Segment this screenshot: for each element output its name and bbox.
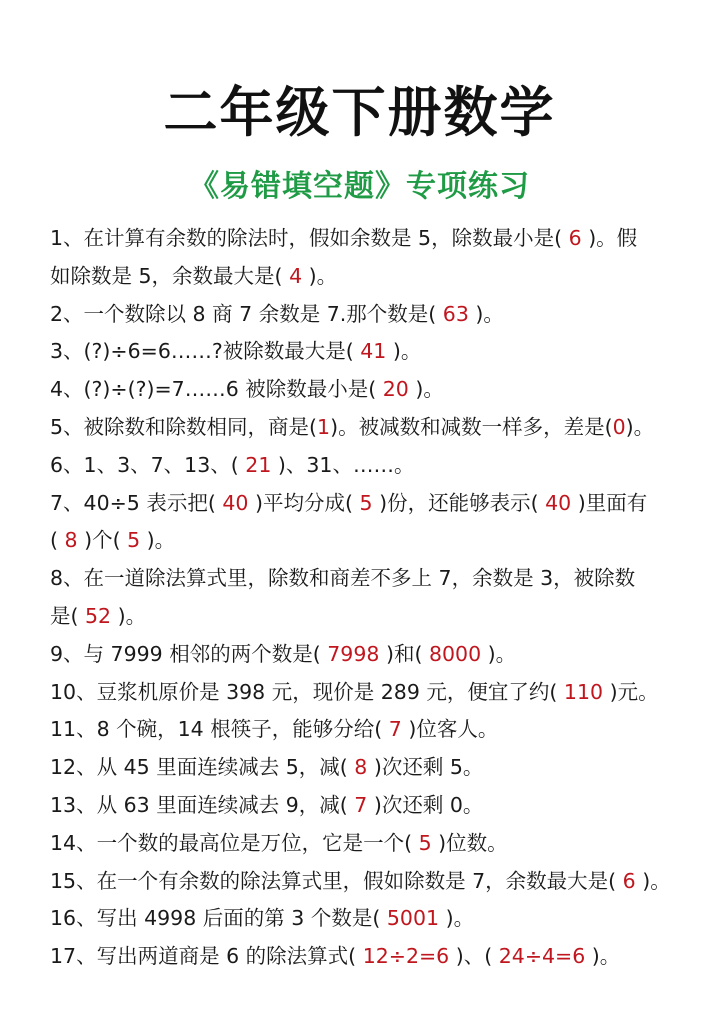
question-text: 9、与 7999 相邻的两个数是( [50, 641, 328, 666]
question-line [50, 825, 685, 863]
answer-text: 5 [359, 490, 373, 515]
question-text: 是( [50, 603, 86, 628]
answer-text: 7998 [327, 641, 380, 666]
question-text: 17、写出两道商是 6 的除法算式( [50, 944, 363, 969]
question-text: )位数。 [431, 830, 508, 855]
question-line [50, 296, 685, 334]
question-text: )位客人。 [401, 717, 499, 742]
question-text: 7、40÷5 表示把( [50, 490, 223, 515]
question-text: )平均分成( [248, 490, 360, 515]
answer-text: 12÷2=6 [362, 944, 450, 969]
question-text: 6、1、3、7、13、( [50, 452, 246, 477]
answer-text: 7 [354, 792, 368, 817]
answer-text: 6 [568, 226, 582, 250]
question-line [50, 220, 685, 258]
answer-text: 63 [442, 301, 469, 326]
answer-text: 5001 [386, 906, 440, 931]
question-text: 8、在一道除法算式里，除数和商差不多上 7，余数是 3，被除数 [50, 566, 636, 591]
question-line [50, 333, 685, 371]
question-text: )。 [625, 414, 655, 439]
question-text: 12、从 45 里面连续减去 5，减( [50, 755, 355, 780]
question-line [50, 787, 685, 825]
question-text: )。 [468, 301, 504, 326]
question-text: )。 [481, 641, 517, 666]
question-text: )次还剩 5。 [367, 755, 484, 780]
question-line [50, 674, 685, 712]
answer-text: 41 [360, 339, 387, 364]
question-line [50, 258, 685, 296]
question-text: 2、一个数除以 8 商 7 余数是 7.那个数是( [50, 301, 443, 326]
question-text: ( [50, 528, 65, 553]
answer-text: 5 [418, 830, 432, 855]
question-text: )份，还能够表示( [372, 490, 546, 515]
question-text: 11、8 个碗，14 根筷子，能够分给( [50, 717, 389, 742]
question-text: 3、(?)÷6=6……?被除数最大是( [50, 339, 361, 364]
answer-text: 6 [622, 868, 636, 893]
question-text: )。被减数和减数一样多，差是( [330, 414, 613, 439]
question-text: )。 [585, 944, 621, 969]
answer-text: 0 [612, 414, 626, 439]
page-title: 二年级下册数学 [163, 81, 556, 144]
question-text: 如除数是 5，余数最大是( [50, 263, 290, 288]
question-text: )和( [379, 641, 429, 666]
question-line [50, 560, 685, 598]
question-text: )、( [449, 944, 499, 969]
question-line [50, 371, 685, 409]
question-line [50, 485, 685, 523]
question-line [50, 409, 685, 447]
question-text: )次还剩 0。 [367, 792, 484, 817]
question-line [50, 447, 685, 485]
answer-text: 1 [317, 414, 331, 439]
question-list [50, 220, 685, 976]
question-text: )个( [77, 528, 128, 553]
question-text: 10、豆浆机原价是 398 元，现价是 289 元，便宜了约( [50, 679, 564, 704]
question-text: )元。 [603, 679, 659, 704]
question-line [50, 711, 685, 749]
question-line [50, 938, 685, 976]
question-text: )、31、……。 [271, 452, 415, 477]
question-text: 16、写出 4998 后面的第 3 个数是( [50, 906, 387, 931]
question-text: 4、(?)÷(?)=7……6 被除数最小是( [50, 377, 383, 402]
answer-text: 8 [354, 755, 368, 780]
question-text: )。 [408, 377, 444, 402]
question-line [50, 749, 685, 787]
question-text: )。 [140, 528, 176, 553]
question-line [50, 522, 685, 560]
question-line [50, 863, 685, 901]
question-line [50, 900, 685, 938]
question-text: 1、在计算有余数的除法时，假如余数是 5，除数最小是( [50, 226, 569, 250]
question-text: 15、在一个有余数的除法算式里，假如除数是 7，余数最大是( [50, 868, 623, 893]
answer-text: 52 [85, 603, 112, 628]
question-line [50, 636, 685, 674]
question-line [50, 598, 685, 636]
answer-text: 7 [388, 717, 402, 742]
answer-text: 21 [245, 452, 272, 477]
question-text: )。 [302, 263, 338, 288]
answer-text: 40 [222, 490, 249, 515]
answer-text: 24÷4=6 [498, 944, 586, 969]
answer-text: 20 [382, 377, 409, 402]
question-text: )。假 [581, 226, 638, 250]
page-subtitle: 《易错填空题》专项练习 [189, 169, 530, 204]
answer-text: 4 [289, 263, 303, 288]
answer-text: 8 [64, 528, 78, 553]
answer-text: 8000 [428, 641, 482, 666]
answer-text: 110 [563, 679, 604, 704]
answer-text: 5 [127, 528, 141, 553]
question-text: 13、从 63 里面连续减去 9，减( [50, 792, 355, 817]
question-text: )里面有 [571, 490, 648, 515]
question-text: )。 [439, 906, 475, 931]
question-text: )。 [635, 868, 671, 893]
answer-text: 40 [545, 490, 572, 515]
question-text: 14、一个数的最高位是万位，它是一个( [50, 830, 419, 855]
question-text: )。 [386, 339, 422, 364]
question-text: )。 [111, 603, 147, 628]
question-text: 5、被除数和除数相同，商是( [50, 414, 318, 439]
